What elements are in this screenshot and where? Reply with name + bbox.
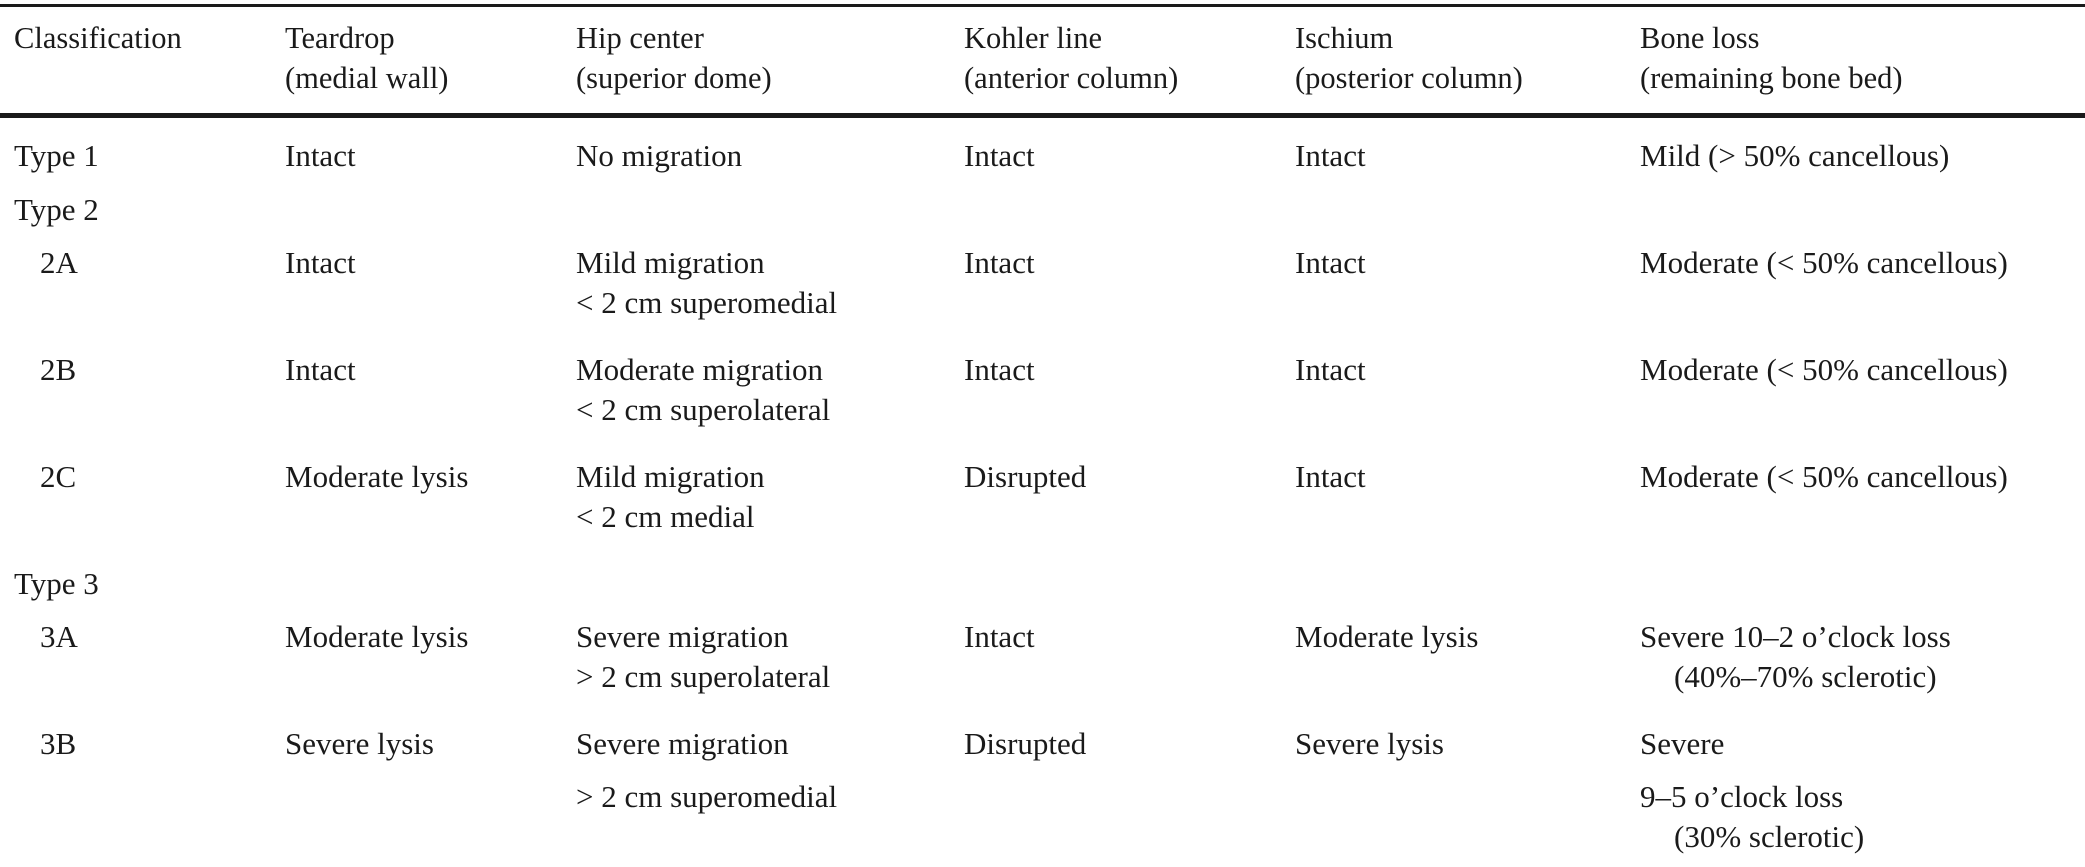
cell-bone-loss: Mild (> 50% cancellous) [1640,138,1950,173]
cell-ischium: Severe lysis [1295,726,1444,761]
cell-classification: Type 3 [14,566,99,601]
cell-teardrop: Severe lysis [285,726,434,761]
cell-bone-loss: Severe 10–2 o’clock loss (40%–70% sclerotic) [1640,619,1951,694]
cell-teardrop: Moderate lysis [285,619,469,654]
cell-ischium: Intact [1295,138,1366,173]
header-classification: Classification [14,21,182,55]
header-kohler-line: Kohler line (anterior column) [964,21,1179,95]
cell-classification: Type 2 [14,192,99,227]
cell-kohler-line: Disrupted [964,459,1087,494]
cell-ischium: Moderate lysis [1295,619,1479,654]
table-header-rule [0,113,2085,118]
cell-ischium: Intact [1295,459,1366,494]
cell-teardrop: Intact [285,352,356,387]
cell-classification: 3A [40,619,78,654]
cell-classification: 2C [40,459,77,494]
header-hip-center: Hip center (superior dome) [576,21,772,95]
cell-teardrop: Intact [285,245,356,280]
cell-kohler-line: Disrupted [964,726,1087,761]
cell-kohler-line: Intact [964,138,1035,173]
cell-hip-center: No migration [576,138,743,173]
cell-hip-center: Mild migration < 2 cm superomedial [576,245,838,320]
cell-hip-center: Mild migration < 2 cm medial [576,459,765,534]
header-ischium: Ischium (posterior column) [1295,21,1523,95]
cell-ischium: Intact [1295,245,1366,280]
table-top-rule [0,4,2085,7]
cell-bone-loss: Moderate (< 50% cancellous) [1640,352,2008,387]
cell-hip-center: Severe migration > 2 cm superomedial [576,726,838,814]
header-bone-loss: Bone loss (remaining bone bed) [1640,21,1903,95]
cell-ischium: Intact [1295,352,1366,387]
cell-kohler-line: Intact [964,245,1035,280]
cell-kohler-line: Intact [964,619,1035,654]
cell-classification: 2B [40,352,77,387]
cell-classification: 3B [40,726,77,761]
cell-bone-loss: Severe 9–5 o’clock loss (30% sclerotic) [1640,726,1865,854]
cell-hip-center: Moderate migration < 2 cm superolateral [576,352,831,427]
cell-classification: Type 1 [14,138,99,173]
header-teardrop: Teardrop (medial wall) [285,21,449,95]
cell-teardrop: Intact [285,138,356,173]
cell-classification: 2A [40,245,78,280]
cell-hip-center: Severe migration > 2 cm superolateral [576,619,831,694]
cell-teardrop: Moderate lysis [285,459,469,494]
cell-kohler-line: Intact [964,352,1035,387]
cell-bone-loss: Moderate (< 50% cancellous) [1640,245,2008,280]
cell-bone-loss: Moderate (< 50% cancellous) [1640,459,2008,494]
table-header [0,18,2085,98]
